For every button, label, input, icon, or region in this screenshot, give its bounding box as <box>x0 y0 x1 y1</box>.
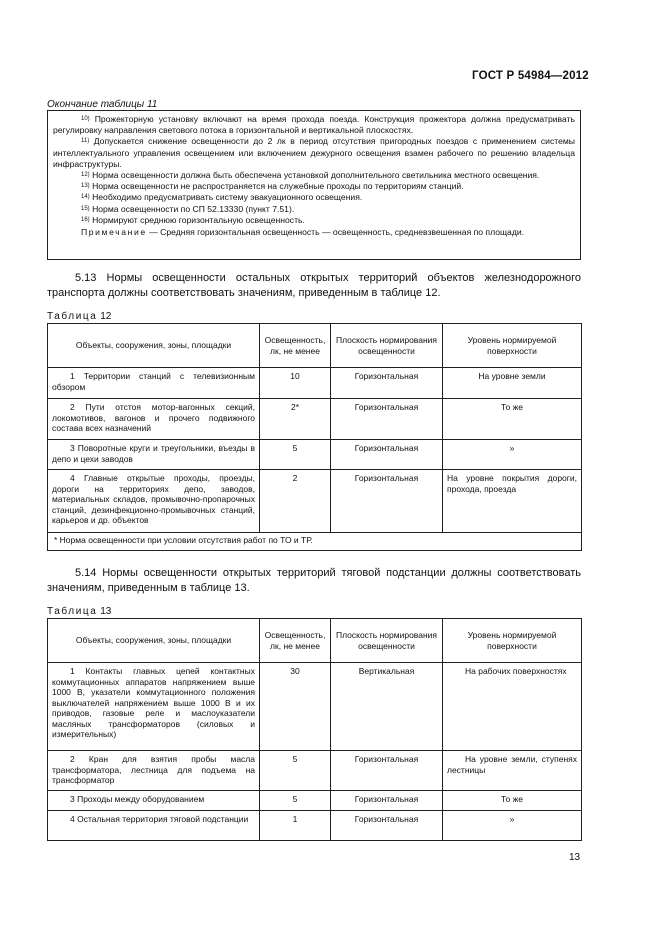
table-cell: Горизонтальная <box>331 399 443 440</box>
table-cell: Горизонтальная <box>331 791 443 811</box>
table-header-row <box>48 619 582 663</box>
page-number: 13 <box>569 852 581 863</box>
table-cell: 3 Поворотные круги и треугольники, въезды в депо и цехи заводов <box>48 440 260 470</box>
table-cell: 4 Главные открытые проходы, проезды, дороги на территориях депо, заводов, материальных складов, промывочно-пропарочных станций, дезинфекционно-промывочных станций, карьеров и др. объектов <box>48 470 260 533</box>
table-row <box>48 368 582 399</box>
table-row <box>48 811 582 841</box>
table-cell: 4 Остальная территория тяговой подстанции <box>48 811 260 841</box>
table-cell: То же <box>443 791 582 811</box>
table-cell: 1 <box>260 811 331 841</box>
table-cell: На уровне земли, ступенях лестницы <box>443 751 582 791</box>
table-header-cell: Плоскость нормирования освещенности <box>331 619 443 663</box>
clause-5-13: 5.13 Нормы освещенности остальных открытых территорий объектов железнодорожного транспорта должны соответствовать значениям, приведенным в таблице 12. <box>47 272 581 299</box>
table-11-notes-box <box>47 110 581 260</box>
table-header-row <box>48 324 582 368</box>
table-cell: Горизонтальная <box>331 751 443 791</box>
table-cell: 2* <box>260 399 331 440</box>
table-13 <box>47 618 582 841</box>
table-header-cell: Уровень нормируемой поверхности <box>443 619 582 663</box>
table-header-cell: Плоскость нормирования освещенности <box>331 324 443 368</box>
table-cell: » <box>443 440 582 470</box>
table-13-caption: Таблица 13 <box>47 606 112 617</box>
footnote-16: $^{16)}$ Нормируют среднюю горизонтальную освещенность. <box>81 214 305 225</box>
table-header-cell: Объекты, сооружения, зоны, площадки <box>48 324 260 368</box>
table-cell: На уровне покрытия дороги, прохода, проезда <box>443 470 582 533</box>
table-header-cell: Освещенность, лк, не менее <box>260 619 331 663</box>
table-cell: На рабочих поверхностях <box>443 663 582 751</box>
table-row <box>48 791 582 811</box>
table-cell: 5 <box>260 440 331 470</box>
standard-designation: ГОСТ Р 54984—2012 <box>472 70 589 82</box>
footnote-12: $^{12)}$ Норма освещенности должна быть обеспечена установкой дополнительного светильника местного освещения. <box>81 170 540 181</box>
table-row <box>48 663 582 751</box>
footnote-11: $^{11)}$ Допускается снижение освещенности до 2 лк в период отсутствия пригородных поездов с применением системы интеллектуального управления освещением или включением дежурного освещения взамен рабочего по решению владельца инфраструктуры. <box>53 136 575 169</box>
table-cell: 1 Контакты главных цепей контактных коммутационных аппаратов напряжением выше 1000 В, указатели коммутационного положения выключателей напряжением выше 1000 В и их приводов, газовые реле и маслоуказатели масляных трансформаторов (силовых и измерительных) <box>48 663 260 751</box>
table-footnote-row <box>48 533 582 551</box>
table-cell: 10 <box>260 368 331 399</box>
table-12-footnote: * Норма освещенности при условии отсутствия работ по ТО и ТР. <box>48 533 582 551</box>
table-12 <box>47 323 582 551</box>
table-header-cell: Объекты, сооружения, зоны, площадки <box>48 619 260 663</box>
clause-5-14: 5.14 Нормы освещенности открытых территорий тяговой подстанции должны соответствовать значениям, приведенным в таблице 13. <box>47 567 581 594</box>
table-row <box>48 440 582 470</box>
table-cell: 2 Пути отстоя мотор-вагонных секций, локомотивов, вагонов и прочего подвижного состава всех назначений <box>48 399 260 440</box>
table-cell: 1 Территории станций с телевизионным обзором <box>48 368 260 399</box>
footnote-14: $^{14)}$ Необходимо предусматривать систему эвакуационного освещения. <box>81 192 363 203</box>
table-cell: 2 Кран для взятия пробы масла трансформатора, лестница для подъема на трансформатор <box>48 751 260 791</box>
table-11-continuation-caption: Окончание таблицы 11 <box>47 99 158 110</box>
table-cell: Вертикальная <box>331 663 443 751</box>
table-cell: 30 <box>260 663 331 751</box>
table-cell: Горизонтальная <box>331 440 443 470</box>
table-cell: Горизонтальная <box>331 368 443 399</box>
table-cell: Горизонтальная <box>331 811 443 841</box>
table-11-remark: Примечание — Средняя горизонтальная освещенность — освещенность, средневзвешенная по площади. <box>81 227 525 238</box>
table-cell: » <box>443 811 582 841</box>
table-cell: Горизонтальная <box>331 470 443 533</box>
table-cell: 2 <box>260 470 331 533</box>
table-header-cell: Освещенность, лк, не менее <box>260 324 331 368</box>
footnote-15: $^{15)}$ Норма освещенности по СП 52.13330 (пункт 7.51). <box>81 203 295 214</box>
table-cell: 5 <box>260 791 331 811</box>
table-cell: 5 <box>260 751 331 791</box>
table-header-cell: Уровень нормируемой поверхности <box>443 324 582 368</box>
table-row <box>48 399 582 440</box>
table-cell: 3 Проходы между оборудованием <box>48 791 260 811</box>
table-12-caption: Таблица 12 <box>47 311 112 322</box>
footnote-10: $^{10)}$ Прожекторную установку включают на время прохода поезда. Конструкция прожектора должна предусматривать регулировку направления светового потока в горизонтальной и вертикальной плоскостях. <box>53 114 575 136</box>
table-row <box>48 751 582 791</box>
table-row <box>48 470 582 533</box>
table-cell: То же <box>443 399 582 440</box>
footnote-13: $^{13)}$ Норма освещенности не распространяется на служебные проходы по территориям станций. <box>81 181 464 192</box>
table-cell: На уровне земли <box>443 368 582 399</box>
